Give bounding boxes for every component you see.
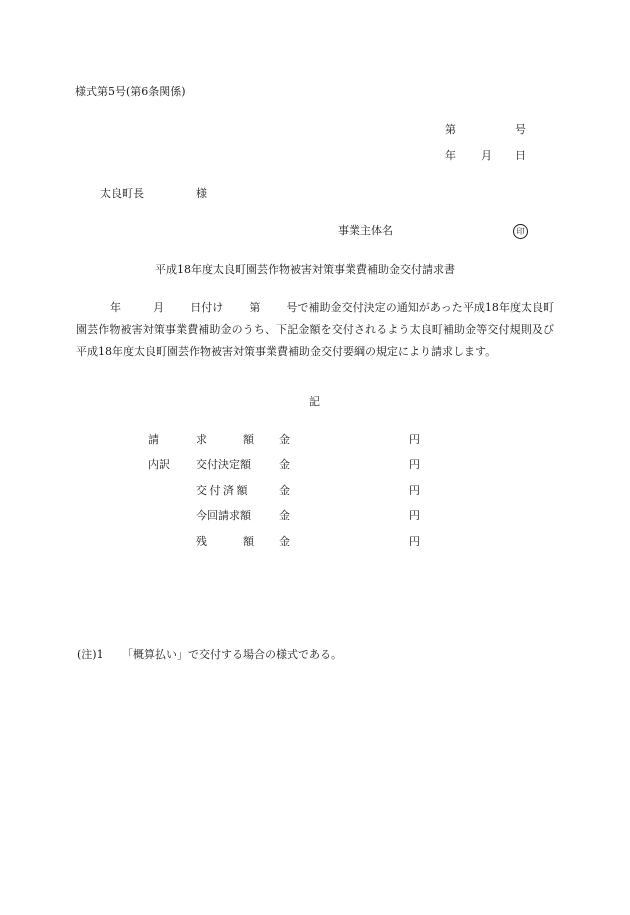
number-dai: 第 [445, 123, 456, 136]
row-label: 今回請求額 [196, 509, 251, 522]
form-label: 様式第5号(第6条関係) [75, 85, 186, 98]
request-kin: 金 [279, 433, 290, 446]
seal-icon: 印 [513, 224, 528, 239]
remaining-char-2: 額 [243, 535, 254, 548]
row-kin: 金 [279, 484, 290, 497]
body-month: 月 [153, 301, 165, 314]
request-yen: 円 [409, 433, 420, 446]
date-month: 月 [481, 149, 492, 162]
body-text: 号で補助金交付決定の通知があった平成18年度太良町園芸作物被害対策事業費補助金のうち、下記金額を交付されるよう太良町補助金等交付規則及び平成18年度太良町園芸作物被害対策事業費補助金交付要綱の規定により請求します。 [76, 301, 555, 358]
request-char-1: 請 [148, 433, 159, 446]
body-dai: 第 [249, 301, 261, 314]
note-text: 「概算払い」で交付する場合の様式である。 [122, 648, 342, 661]
body-year: 年 [110, 301, 122, 314]
note-prefix: (注)1 [77, 648, 104, 661]
ki-heading: 記 [309, 395, 320, 408]
date-year: 年 [445, 149, 456, 162]
addressee-sama: 様 [196, 187, 207, 200]
number-go: 号 [515, 123, 526, 136]
row-label: 交付決定額 [196, 458, 251, 471]
remaining-yen: 円 [409, 535, 420, 548]
row-kin: 金 [279, 509, 290, 522]
row-label: 交 付 済 額 [196, 484, 247, 497]
breakdown-label: 内訳 [148, 458, 170, 471]
body-paragraph [76, 297, 554, 363]
remaining-kin: 金 [279, 535, 290, 548]
body-date-suffix: 日付け [190, 301, 224, 314]
remaining-char-1: 残 [196, 535, 207, 548]
row-yen: 円 [409, 484, 420, 497]
row-yen: 円 [409, 458, 420, 471]
row-yen: 円 [409, 509, 420, 522]
document-title: 平成18年度太良町園芸作物被害対策事業費補助金交付請求書 [155, 263, 455, 276]
row-kin: 金 [279, 458, 290, 471]
date-day: 日 [515, 149, 526, 162]
request-char-3: 額 [243, 433, 254, 446]
addressee-name: 太良町長 [100, 187, 144, 200]
seal-mark [513, 224, 528, 239]
request-char-2: 求 [196, 433, 207, 446]
applicant-label: 事業主体名 [338, 224, 393, 237]
